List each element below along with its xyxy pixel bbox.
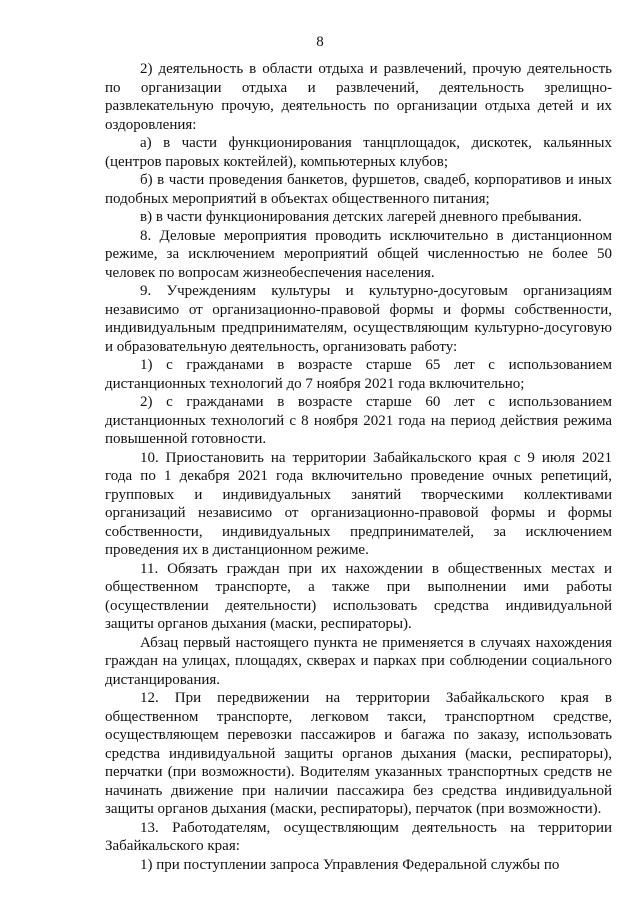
paragraph-10-rehearsals: 10. Приостановить на территории Забайкальского края с 9 июля 2021 года по 1 декабря 2021 года включительно проведение очных репетиций, групповых и индивидуальных занятий творческими коллективами организаций независимо от организационно-правовой формы и формы собственности, индивидуальных предпринимателей, за исключением проведения их в дистанционном режиме.	[105, 449, 612, 558]
paragraph-2-leisure: 2) деятельность в области отдыха и развлечений, прочую деятельность по организации отдыха и развлечений, деятельность зрелищно-развлекательную прочую, деятельность по организации отдыха детей и их оздоровления:	[105, 61, 612, 133]
paragraph-2a-dance: а) в части функционирования танцплощадок, дискотек, кальянных (центров паровых коктейлей), компьютерных клубов;	[105, 135, 612, 170]
paragraph-2c-camps: в) в части функционирования детских лагерей дневного пребывания.	[140, 209, 582, 225]
paragraph-2b-banquets: б) в части проведения банкетов, фуршетов, свадеб, корпоративов и иных подобных мероприятий в объектах общественного питания;	[105, 172, 612, 207]
paragraph-13-1-request: 1) при поступлении запроса Управления Федеральной службы по	[140, 856, 560, 873]
paragraph-9-1-over-65: 1) с гражданами в возрасте старше 65 лет с использованием дистанционных технологий до 7 ноября 2021 года включительно;	[105, 357, 612, 392]
document-body	[105, 60, 612, 874]
page-number: 8	[316, 34, 324, 50]
paragraph-13-employers: 13. Работодателям, осуществляющим деятельность на территории Забайкальского края:	[105, 819, 612, 854]
paragraph-9-culture: 9. Учреждениям культуры и культурно-досуговым организациям независимо от организационно-правовой формы и формы собственности, индивидуальным предпринимателям, осуществляющим культурно-досуговую и образовательную деятельность, организовать работу:	[105, 283, 612, 355]
paragraph-11-masks: 11. Обязать граждан при их нахождении в общественных местах и общественном транспорте, а также при выполнении ими работы (осуществлении деятельности) использовать средства индивидуальной защиты органов дыхания (маски, респираторы).	[105, 560, 612, 632]
paragraph-11-exception: Абзац первый настоящего пункта не применяется в случаях нахождения граждан на улицах, площадях, скверах и парках при соблюдении социального дистанцирования.	[105, 634, 612, 688]
paragraph-12-transport: 12. При передвижении на территории Забайкальского края в общественном транспорте, легковом такси, транспортном средстве, осуществляющем перевозки пассажиров и багажа по заказу, использовать средства индивидуальной защиты органов дыхания (маски, респираторы), перчатки (при возможности). Водителям указанных транспортных средств не начинать движение при наличии пассажира без средства индивидуальной защиты органов дыхания (маски, респираторы), перчаток (при возможности).	[105, 690, 612, 817]
paragraph-9-2-over-60: 2) с гражданами в возрасте старше 60 лет с использованием дистанционных технологий с 8 ноября 2021 года на период действия режима повышенной готовности.	[105, 394, 612, 447]
paragraph-8-business-events: 8. Деловые мероприятия проводить исключительно в дистанционном режиме, за исключением мероприятий общей численностью не более 50 человек по вопросам жизнеобеспечения населения.	[105, 227, 612, 281]
